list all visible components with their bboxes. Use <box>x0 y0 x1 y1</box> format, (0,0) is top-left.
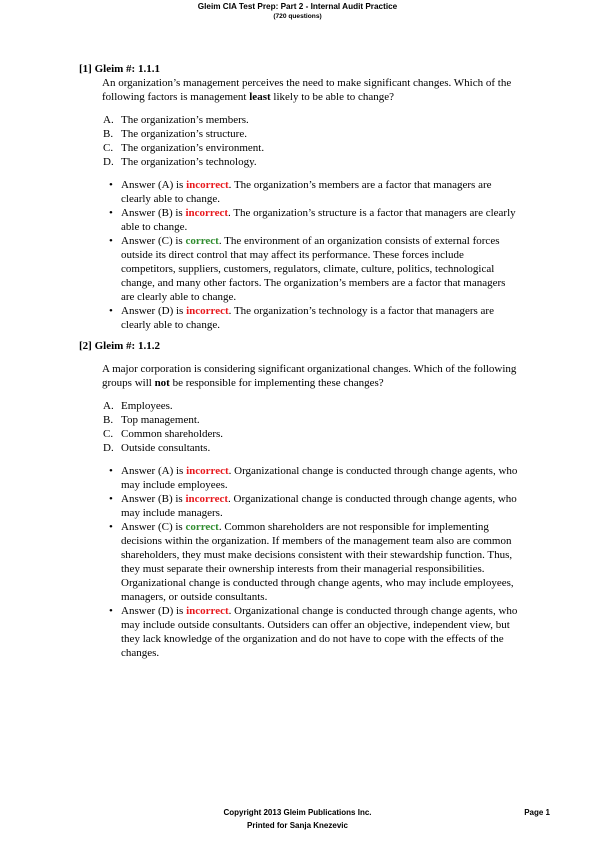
choice-d <box>103 155 519 169</box>
choice-letter: A. <box>103 400 114 412</box>
question-stem <box>102 76 518 104</box>
choice-letter: A. <box>103 114 114 126</box>
choice-letter: D. <box>103 156 114 168</box>
choice-letter: C. <box>103 428 114 440</box>
choice-text: The organization’s structure. <box>121 128 247 140</box>
verdict-label: incorrect <box>186 305 229 317</box>
answer-explanation-c <box>109 234 519 304</box>
choice-letter: B. <box>103 414 114 426</box>
choice-c <box>103 427 519 441</box>
question-stem <box>102 362 518 390</box>
answer-text: . Common shareholders are not responsible for implementing decisions within the organization. If members of the management team also are common shareholders, they must make decisions consistent with their stewardship function. Thus, they must separate their ownership interests from their managerial responsibilities. Organizational change is conducted through change agents, who may include employees, managers, or outside consultants. <box>121 521 514 603</box>
answer-explanation-a <box>109 464 519 492</box>
choice-text: Top management. <box>121 414 200 426</box>
choice-b <box>103 127 519 141</box>
question-heading: [1] Gleim #: 1.1.1 <box>79 63 160 75</box>
verdict-label: incorrect <box>185 207 229 219</box>
verdict-label: incorrect <box>186 179 229 191</box>
answer-text: . The environment of an organization consists of external forces outside its direct control that may affect its performance. These forces include competitors, suppliers, customers, regulators, climate, culture, politics, technological change, and many other factors. The organization’s members are a factor that managers are clearly able to change. <box>121 235 506 303</box>
choice-text: Common shareholders. <box>121 428 224 440</box>
page-header-title: Gleim CIA Test Prep: Part 2 - Internal Audit Practice <box>197 2 398 11</box>
answer-explanation-d <box>109 304 519 332</box>
answer-text: . The organization’s members are a factor that managers are clearly able to change. <box>121 179 492 205</box>
bullet-icon: • <box>109 493 113 505</box>
answer-prefix: Answer (C) is <box>121 521 186 533</box>
verdict-label: incorrect <box>185 493 229 505</box>
choice-text: Outside consultants. <box>121 442 211 454</box>
answer-prefix: Answer (D) is <box>121 305 187 317</box>
stem-keyword: not <box>154 377 170 389</box>
page-header-subtitle: (720 questions) <box>273 13 322 20</box>
choice-letter: C. <box>103 142 114 154</box>
answer-explanation-b <box>109 206 519 234</box>
answer-explanation-b <box>109 492 519 520</box>
bullet-icon: • <box>109 207 113 219</box>
answer-text: . The organization’s structure is a factor that managers are clearly able to change. <box>121 207 516 233</box>
choice-letter: B. <box>103 128 114 140</box>
stem-text: An organization’s management perceives the need to make significant changes. Which of the following factors is management <box>102 77 512 103</box>
choice-list <box>103 399 519 455</box>
footer-copyright: Copyright 2013 Gleim Publications Inc. <box>223 808 372 817</box>
question-heading: [2] Gleim #: 1.1.2 <box>79 340 160 352</box>
answer-text: . The organization’s technology is a factor that managers are clearly able to change. <box>121 305 494 331</box>
choice-text: The organization’s environment. <box>121 142 265 154</box>
choice-a <box>103 399 519 413</box>
choice-c <box>103 141 519 155</box>
choice-text: Employees. <box>121 400 173 412</box>
bullet-icon: • <box>109 305 113 317</box>
choice-b <box>103 413 519 427</box>
choice-list <box>103 113 519 169</box>
answer-prefix: Answer (D) is <box>121 605 187 617</box>
bullet-icon: • <box>109 521 113 533</box>
stem-text-end: be responsible for implementing these changes? <box>169 377 384 389</box>
stem-keyword: least <box>249 91 271 103</box>
answer-explanations <box>109 464 519 660</box>
choice-letter: D. <box>103 442 114 454</box>
footer-page-number: Page 1 <box>524 808 550 817</box>
answer-prefix: Answer (B) is <box>121 207 186 219</box>
answer-text: . Organizational change is conducted through change agents, who may include employees. <box>121 465 518 491</box>
stem-text: A major corporation is considering significant organizational changes. Which of the following groups will <box>102 363 517 389</box>
choice-text: The organization’s members. <box>121 114 249 126</box>
question-2 <box>79 339 519 660</box>
choice-d <box>103 441 519 455</box>
answer-text: . Organizational change is conducted through change agents, who may include outside consultants. Outsiders can offer an objective, independent view, but they lack knowledge of the organization and do not have to cope with the effects of the changes. <box>121 605 518 659</box>
question-1 <box>79 62 519 332</box>
answer-explanations <box>109 178 519 332</box>
answer-text: . Organizational change is conducted through change agents, who may include managers. <box>121 493 517 519</box>
verdict-label: correct <box>185 235 219 247</box>
answer-prefix: Answer (A) is <box>121 465 187 477</box>
bullet-icon: • <box>109 605 113 617</box>
choice-text: The organization’s technology. <box>121 156 257 168</box>
answer-explanation-a <box>109 178 519 206</box>
answer-explanation-d <box>109 604 519 660</box>
footer-printed-for: Printed for Sanja Knezevic <box>247 821 348 830</box>
bullet-icon: • <box>109 179 113 191</box>
answer-prefix: Answer (C) is <box>121 235 186 247</box>
stem-text-end: likely to be able to change? <box>270 91 395 103</box>
verdict-label: correct <box>185 521 219 533</box>
bullet-icon: • <box>109 235 113 247</box>
verdict-label: incorrect <box>186 465 229 477</box>
answer-prefix: Answer (A) is <box>121 179 187 191</box>
verdict-label: incorrect <box>186 605 229 617</box>
choice-a <box>103 113 519 127</box>
answer-explanation-c <box>109 520 519 604</box>
answer-prefix: Answer (B) is <box>121 493 186 505</box>
bullet-icon: • <box>109 465 113 477</box>
